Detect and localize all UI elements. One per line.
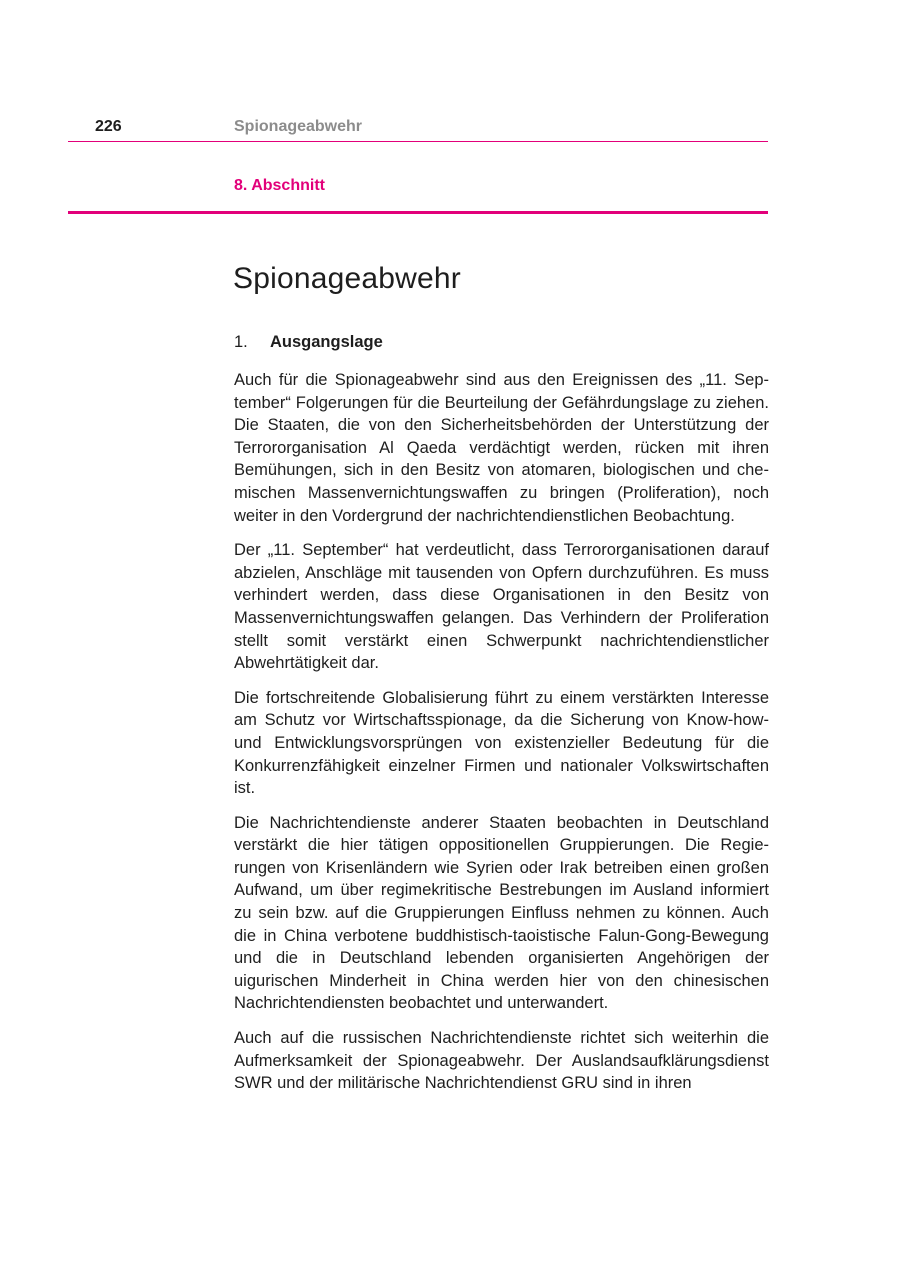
subsection-title: Ausgangslage [270,333,383,351]
running-header [68,115,768,142]
paragraph: Die fortschreitende Globalisierung führt zu einem verstärkten Interesse am Schutz vor Wirtschaftsspionage, da die Sicherung von Know-how- und Entwicklungsvorsprüngen von existenzieller Bedeutung für die Konkurrenzfähigkeit einzelner Firmen und nationaler Volkswirtschaften ist. [234,688,769,798]
running-title: Spionageabwehr [234,118,363,135]
chapter-title: Spionageabwehr [233,262,461,295]
subsection-number: 1. [234,333,248,351]
subsection-heading [234,333,383,352]
body-text [234,369,769,1107]
paragraph: Der „11. September“ hat verdeutlicht, dass Terrororganisationen darauf abzielen, Anschläge mit tausenden von Opfern durchzuführen. Es muss verhindert werden, dass diese Organisationen in den Besitz von Massenvernichtungswaffen gelangen. Das Verhindern der Proliferation stellt somit verstärkt einen Schwerpunkt nachrichtendienstlicher Abwehrtätigkeit dar. [234,541,769,673]
section-divider [68,211,768,214]
section-label: 8. Abschnitt [234,177,325,194]
page-number: 226 [95,118,122,135]
paragraph: Auch für die Spionageabwehr sind aus den Ereignissen des „11. September“ Folgerungen für die Beurteilung der Gefährdungslage zu ziehen. Die Staaten, die von den Sicherheitsbehörden der Unterstützung der Terrororganisation Al Qaeda verdächtigt werden, rücken mit ihren Bemühungen, sich in den Besitz von atomaren, biologischen und chemischen Massenvernichtungswaffen zu bringen (Proliferation), noch weiter in den Vordergrund der nachrichtendienstlichen Beobachtung. [234,371,769,525]
paragraph: Auch auf die russischen Nachrichtendienste richtet sich weiterhin die Aufmerksamkeit der Spionageabwehr. Der Auslandsaufklärungsdienst SWR und der militärische Nachrichtendienst GRU sind in ihren [234,1029,769,1093]
paragraph: Die Nachrichtendienste anderer Staaten beobachten in Deutschland verstärkt die hier tätigen oppositionellen Gruppierungen. Die Regierungen von Krisenländern wie Syrien oder Irak betreiben einen großen Aufwand, um über regimekritische Bestrebungen im Ausland informiert zu sein bzw. auf die Gruppierungen Einfluss nehmen zu können. Auch die in China verbotene buddhistisch-taoistische Falun-Gong-Bewegung und die in Deutschland lebenden organisierten Angehörigen der uigurischen Minderheit in China werden hier von den chinesischen Nachrichtendiensten beobachtet und unterwandert. [234,813,769,1013]
